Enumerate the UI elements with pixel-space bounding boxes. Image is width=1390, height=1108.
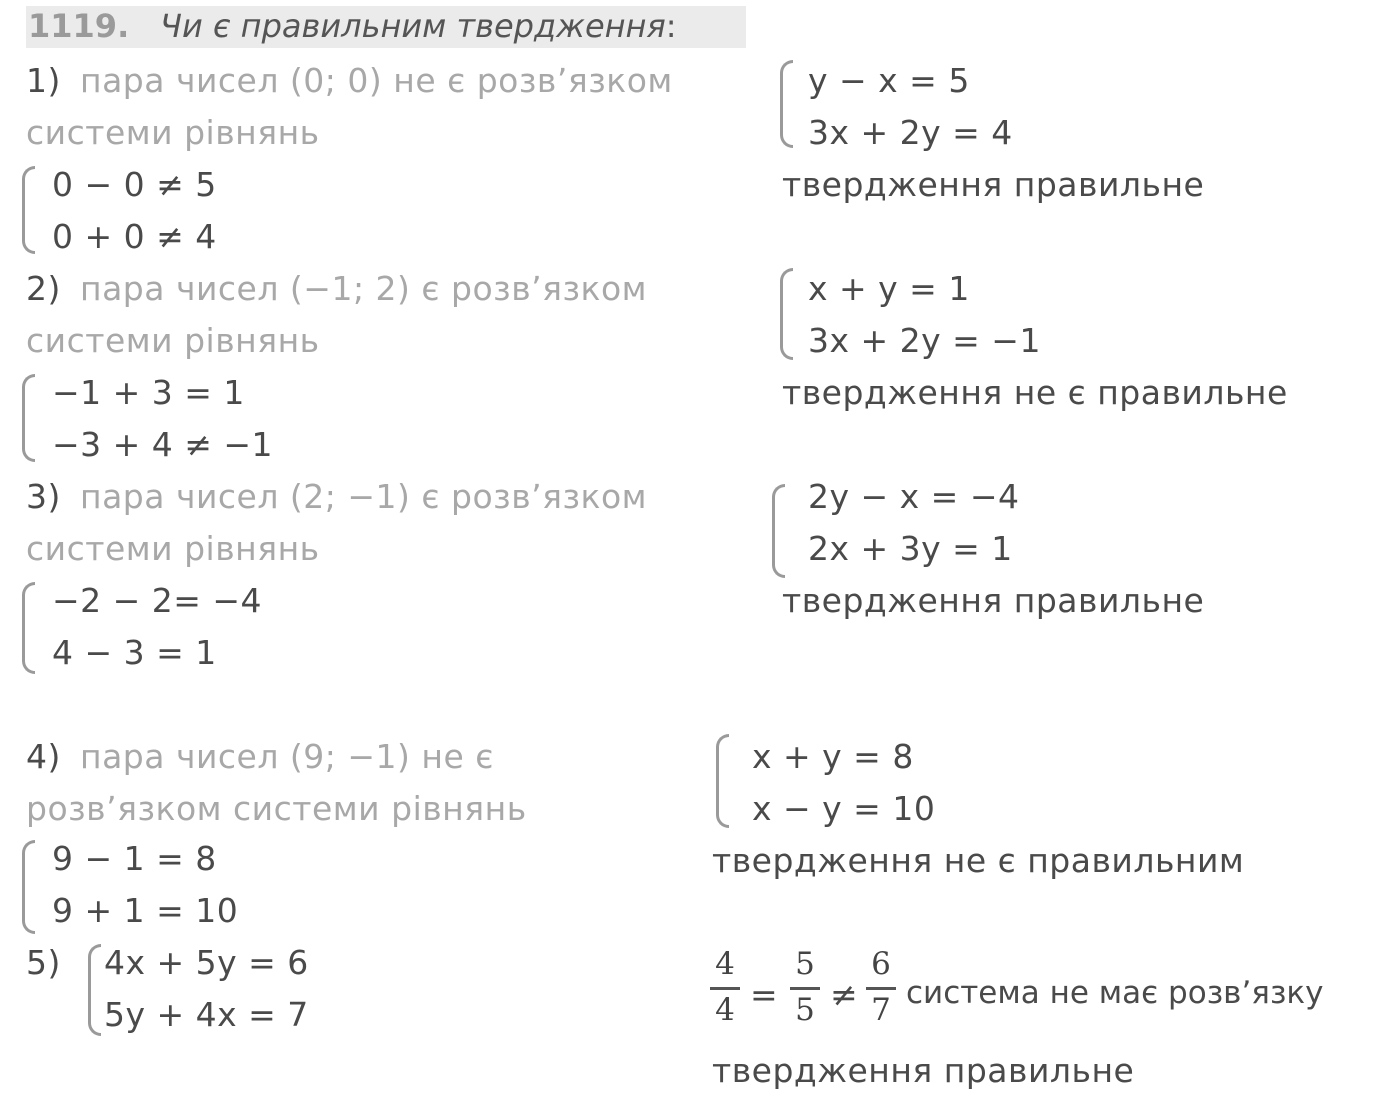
exercise-title: Чи є правильним твердження: — [160, 7, 677, 45]
fraction-3-numerator: 6 — [871, 946, 891, 982]
item-2-number: 2) — [26, 269, 61, 308]
fraction-1 — [710, 948, 740, 1026]
item-1-check-eq2: 0 + 0 ≠ 4 — [52, 217, 217, 256]
item-3-number: 3) — [26, 477, 61, 516]
item-2-check-eq1: −1 + 3 = 1 — [52, 373, 245, 412]
item-1-system-brace — [780, 60, 793, 148]
fraction-2 — [790, 948, 820, 1026]
fraction-op-equals: = — [750, 975, 779, 1014]
item-5-system-brace — [88, 944, 101, 1036]
item-1-text-line2: системи рівнянь — [26, 113, 320, 152]
item-3-check-brace — [22, 582, 35, 674]
item-4-number: 4) — [26, 737, 61, 776]
item-2-text-line2: системи рівнянь — [26, 321, 320, 360]
item-4-check-eq1: 9 − 1 = 8 — [52, 839, 217, 878]
item-5-verdict: твердження правильне — [712, 1051, 1135, 1090]
item-1-text-line1: пара чисел (0; 0) не є розв’язком — [80, 61, 673, 100]
item-1-check-eq1: 0 − 0 ≠ 5 — [52, 165, 217, 204]
fraction-op-not-equal: ≠ — [830, 975, 859, 1014]
exercise-number: 1119. — [28, 7, 130, 45]
fraction-3-denominator: 7 — [871, 991, 891, 1028]
item-4-text-line2: розв’язком системи рівнянь — [26, 789, 527, 828]
item-1-system-eq2: 3x + 2y = 4 — [808, 113, 1013, 152]
item-3-verdict: твердження правильне — [782, 581, 1205, 620]
item-2-system-eq2: 3x + 2y = −1 — [808, 321, 1041, 360]
item-5-system-eq2: 5y + 4x = 7 — [104, 995, 309, 1034]
item-2-check-eq2: −3 + 4 ≠ −1 — [52, 425, 274, 464]
item-3-system-brace — [772, 484, 785, 578]
item-4-system-eq1: x + y = 8 — [752, 737, 914, 776]
item-4-verdict: твердження не є правильним — [712, 841, 1245, 880]
item-2-text-line1: пара чисел (−1; 2) є розв’язком — [80, 269, 648, 308]
item-2-system-eq1: x + y = 1 — [808, 269, 970, 308]
item-4-check-eq2: 9 + 1 = 10 — [52, 891, 239, 930]
item-4-check-brace — [22, 840, 35, 934]
item-4-text-line1: пара чисел (9; −1) не є — [80, 737, 494, 776]
fraction-3 — [866, 948, 896, 1026]
item-3-check-eq2: 4 − 3 = 1 — [52, 633, 217, 672]
item-1-system-eq1: y − x = 5 — [808, 61, 970, 100]
item-5-number: 5) — [26, 943, 61, 982]
item-2-system-brace — [780, 268, 793, 360]
fraction-2-numerator: 5 — [795, 946, 815, 982]
item-3-text-line1: пара чисел (2; −1) є розв’язком — [80, 477, 648, 516]
item-5-conclusion: система не має розв’язку — [906, 975, 1324, 1011]
item-2-verdict: твердження не є правильне — [782, 373, 1288, 412]
item-5-system-eq1: 4x + 5y = 6 — [104, 943, 309, 982]
item-3-text-line2: системи рівнянь — [26, 529, 320, 568]
item-3-system-eq2: 2x + 3y = 1 — [808, 529, 1013, 568]
item-3-system-eq1: 2y − x = −4 — [808, 477, 1020, 516]
fraction-2-denominator: 5 — [795, 991, 815, 1028]
item-2-check-brace — [22, 374, 35, 462]
item-4-system-eq2: x − y = 10 — [752, 789, 936, 828]
item-1-number: 1) — [26, 61, 61, 100]
fraction-1-numerator: 4 — [715, 946, 735, 982]
item-1-verdict: твердження правильне — [782, 165, 1205, 204]
item-3-check-eq1: −2 − 2= −4 — [52, 581, 263, 620]
fraction-1-denominator: 4 — [715, 991, 735, 1028]
item-4-system-brace — [716, 734, 729, 828]
item-1-check-brace — [22, 166, 35, 254]
